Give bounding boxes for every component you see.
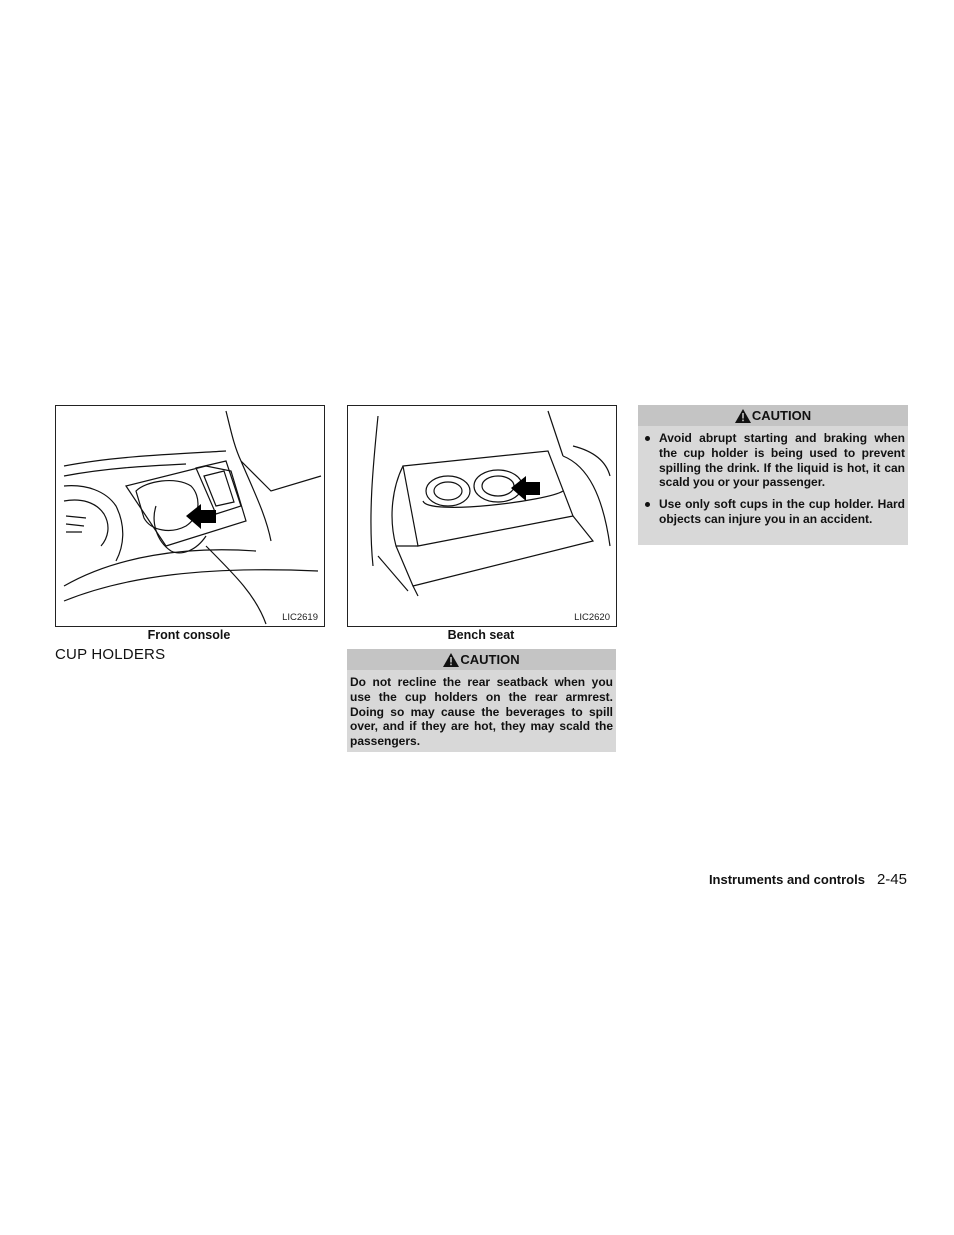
bullet-icon (645, 502, 650, 507)
figure-code: LIC2620 (574, 612, 610, 623)
warning-triangle-icon (443, 653, 459, 667)
figure-bench-seat (347, 405, 617, 627)
section-title: CUP HOLDERS (55, 646, 166, 663)
bullet-icon (645, 436, 650, 441)
figure-caption: Front console (147, 628, 231, 642)
figure-caption: Bench seat (447, 628, 515, 642)
figure-front-console (55, 405, 325, 627)
list-item (641, 431, 905, 490)
footer-section: Instruments and controls (708, 872, 865, 887)
page-footer (709, 871, 907, 888)
warning-triangle-icon (735, 409, 751, 423)
caution-text: Do not recline the rear seatback when you use the cup holders on the rear armrest. Doing so may cause the beverages to spill over, and if they are hot, they may scald the passengers. (350, 675, 613, 749)
list-item (641, 497, 905, 527)
arrow-pointer-icon (186, 504, 216, 529)
figure-code: LIC2619 (282, 612, 318, 623)
caution-box (347, 649, 616, 752)
caution-heading (638, 405, 908, 426)
caution-label: CAUTION (751, 408, 812, 423)
caution-box (638, 405, 908, 545)
bench-seat-illustration (348, 406, 616, 626)
caution-label: CAUTION (460, 652, 520, 667)
caution-list (638, 426, 908, 537)
front-console-illustration (56, 406, 324, 626)
caution-item-text: Use only soft cups in the cup holder. Hard objects can injure you in an accident. (659, 497, 905, 526)
page-number: 2-45 (876, 871, 907, 888)
caution-heading (347, 649, 616, 670)
caution-item-text: Avoid abrupt starting and braking when the cup holder is being used to prevent spilling the drink. If the liquid is hot, it can scald you or your passenger. (659, 431, 905, 490)
